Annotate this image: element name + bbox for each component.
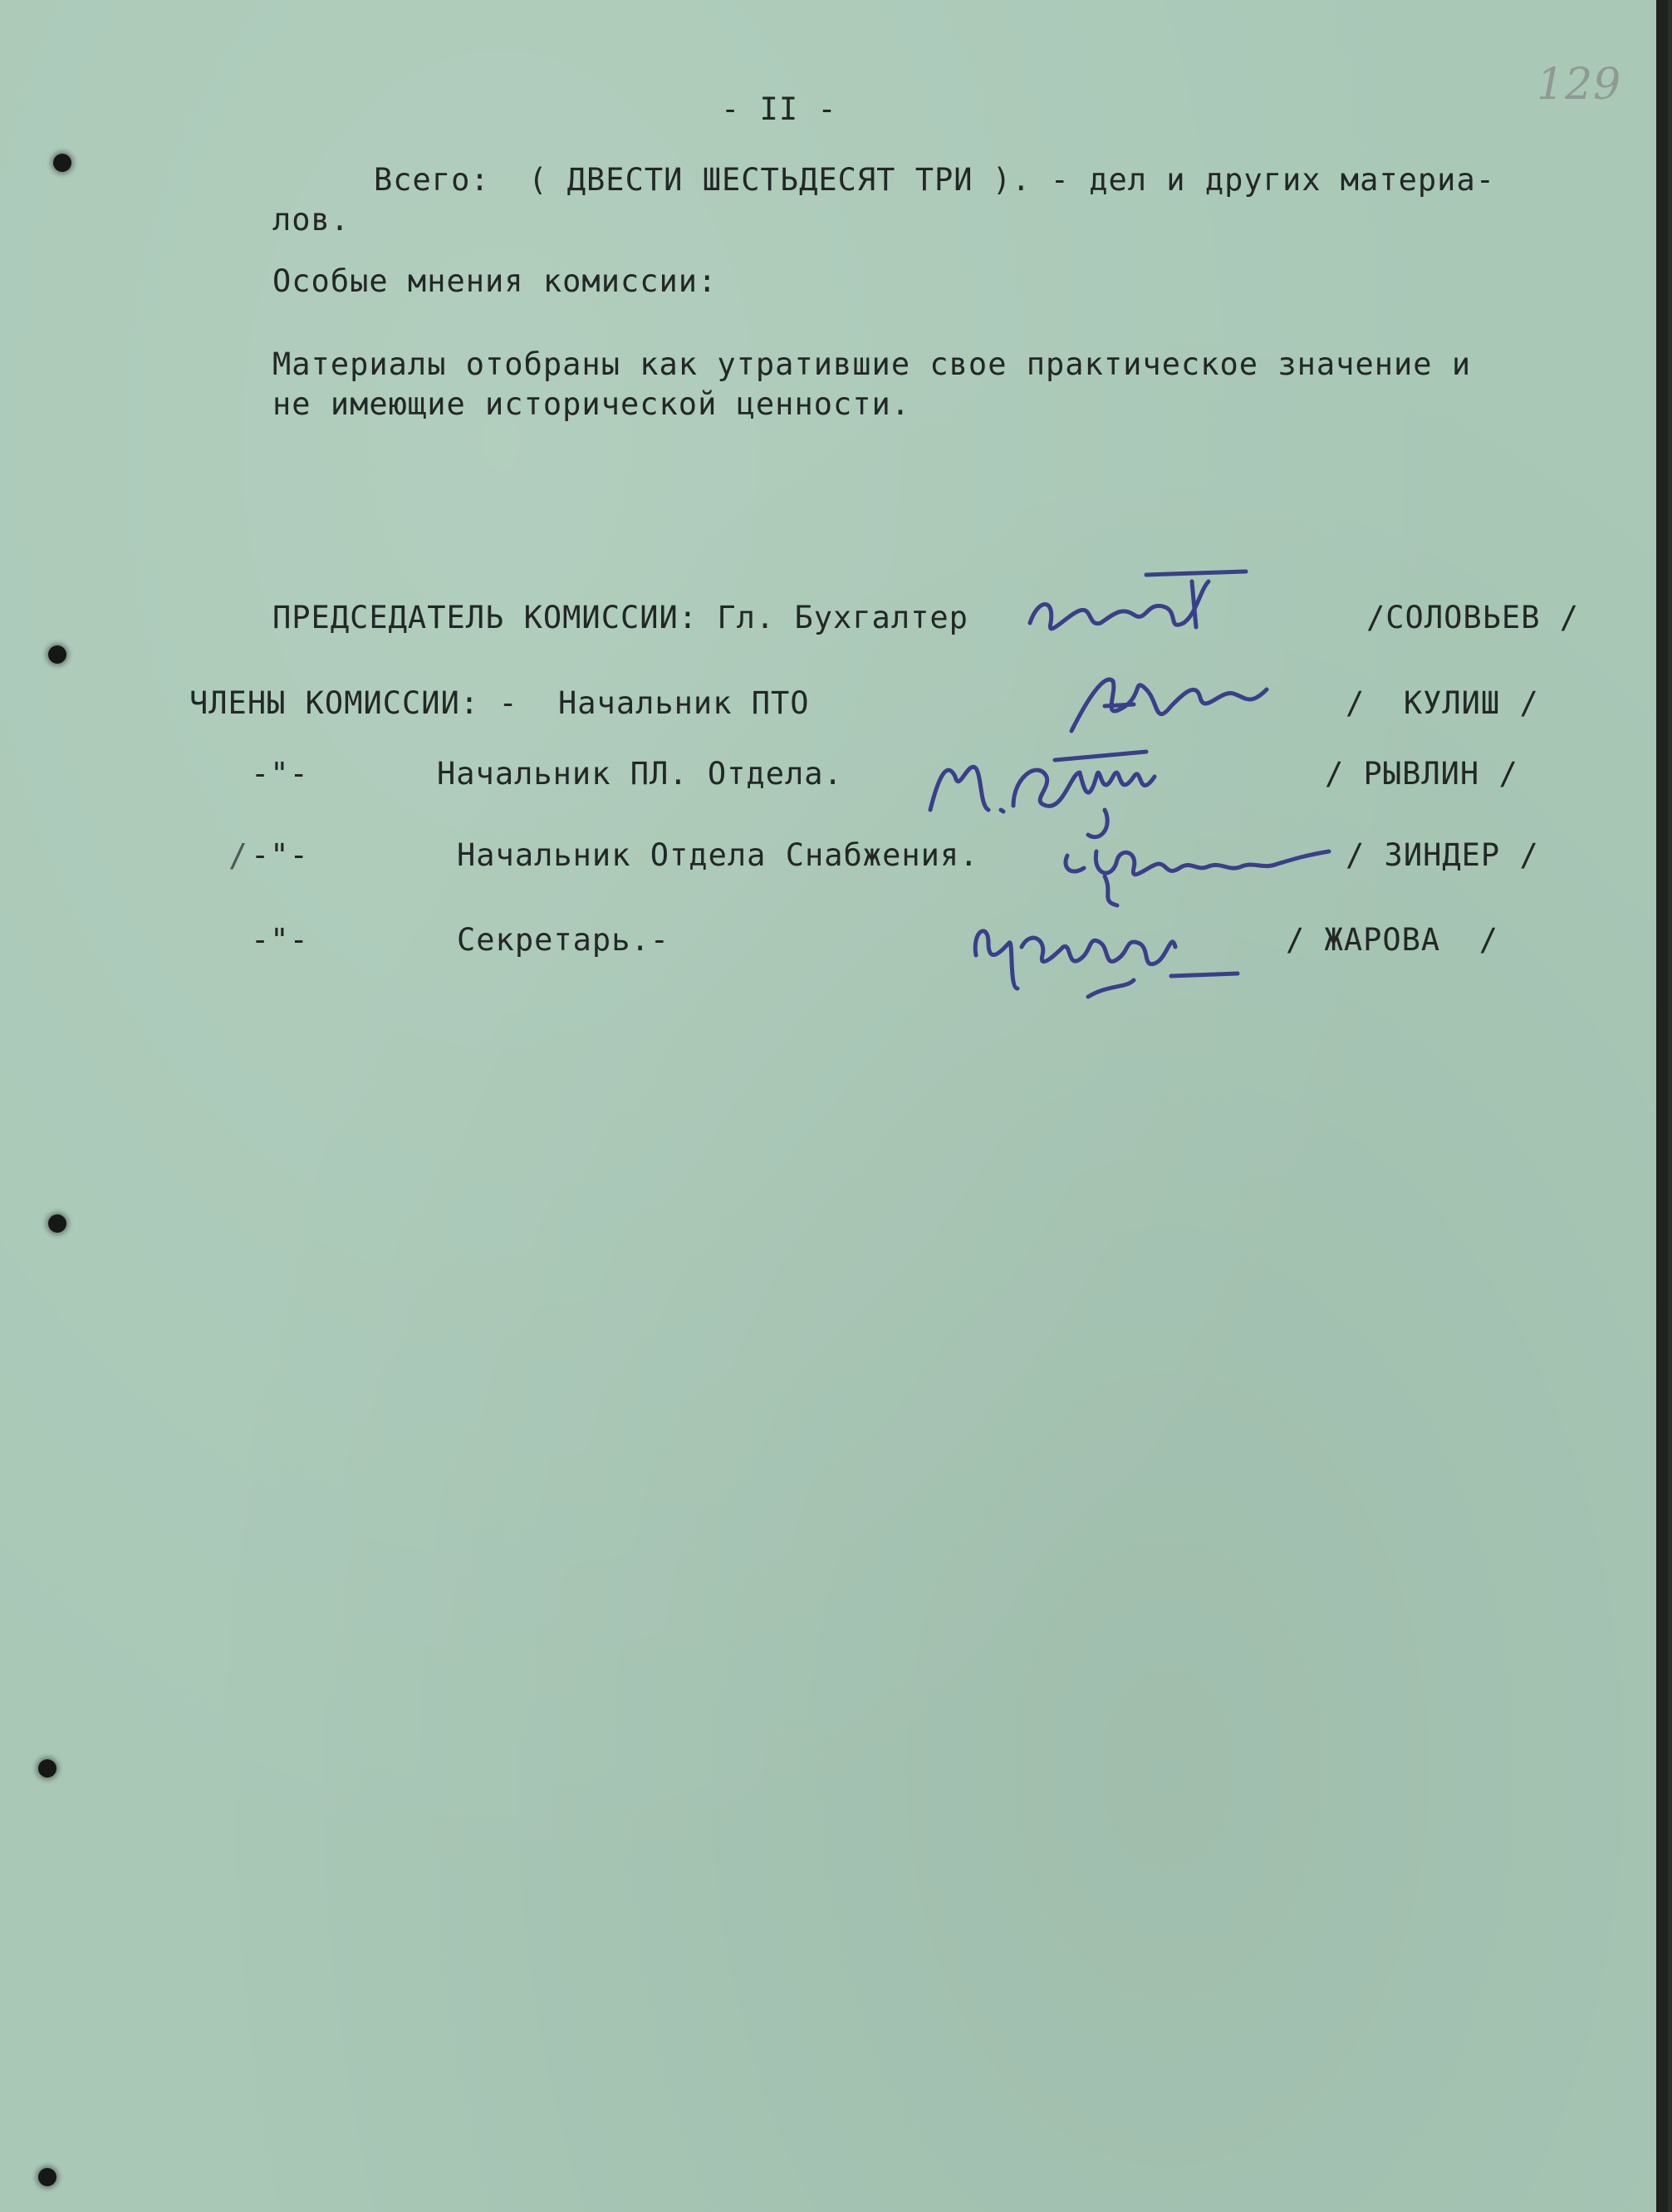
members-label: ЧЛЕНЫ КОМИССИИ: - bbox=[189, 685, 518, 721]
zinder-signature bbox=[1055, 818, 1346, 910]
total-line-2: лов. bbox=[272, 202, 351, 238]
chairman-name: /СОЛОВЬЕВ / bbox=[1366, 600, 1580, 635]
member-name: / РЫВЛИН / bbox=[1325, 756, 1518, 792]
member-ditto: -"- bbox=[251, 756, 309, 792]
page-edge bbox=[1656, 0, 1668, 2212]
member-ditto: -"- bbox=[251, 922, 309, 958]
body-line-2: не имеющие исторической ценности. bbox=[272, 386, 911, 422]
chairman-signature bbox=[1022, 565, 1254, 656]
total-line-1: Всего: ( ДВЕСТИ ШЕСТЬДЕСЯТ ТРИ ). - дел и других материа- bbox=[374, 162, 1496, 198]
punch-hole bbox=[48, 1214, 66, 1233]
chairman-label: ПРЕДСЕДАТЕЛЬ КОМИССИИ: Гл. Бухгалтер bbox=[272, 600, 968, 635]
member-role: Начальник Отдела Снабжения. bbox=[457, 837, 979, 873]
member-name: / КУЛИШ / bbox=[1346, 685, 1539, 721]
margin-mark: / bbox=[228, 837, 248, 874]
opinions-heading: Особые мнения комиссии: bbox=[272, 263, 718, 299]
punch-hole bbox=[38, 1759, 56, 1778]
body-line-1: Материалы отобраны как утратившие свое практическое значение и bbox=[272, 346, 1472, 382]
punch-hole bbox=[38, 2168, 56, 2186]
punch-hole bbox=[53, 154, 71, 172]
punch-hole bbox=[48, 645, 66, 664]
member-name: / ЖАРОВА / bbox=[1286, 922, 1499, 958]
zharova-signature bbox=[963, 897, 1246, 1022]
page-number: - II - bbox=[721, 91, 837, 127]
member-role: Начальник ПТО bbox=[558, 685, 810, 721]
member-role: Начальник ПЛ. Отдела. bbox=[437, 756, 843, 792]
member-name: / ЗИНДЕР / bbox=[1346, 837, 1539, 873]
member-ditto: -"- bbox=[251, 837, 309, 873]
archive-number: 129 bbox=[1537, 60, 1622, 110]
member-role: Секретарь.- bbox=[457, 922, 670, 958]
